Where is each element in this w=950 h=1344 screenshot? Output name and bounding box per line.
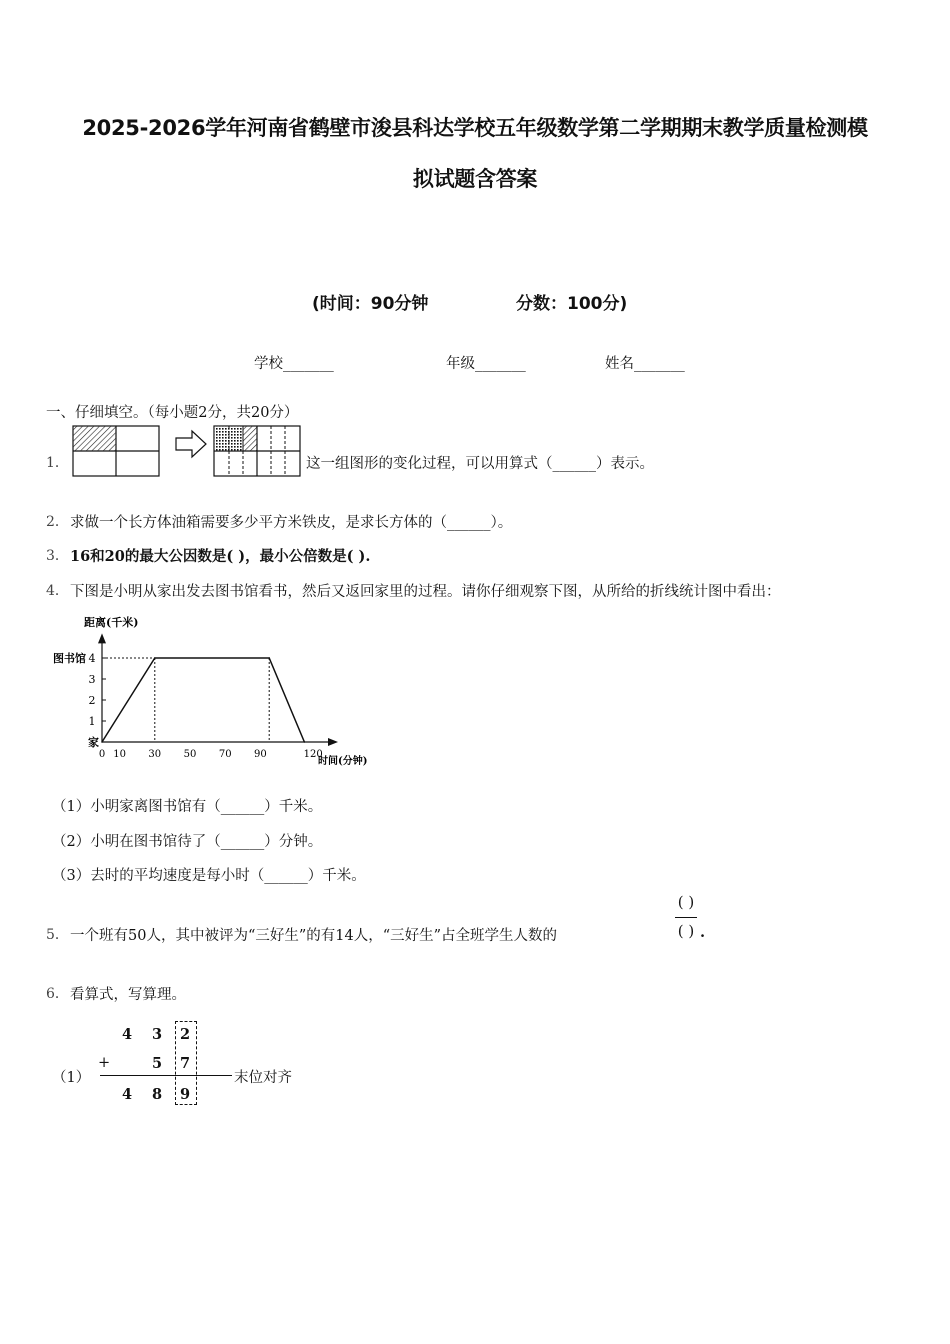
distance-data-point bbox=[304, 741, 306, 743]
alignment-note: 末位对齐 bbox=[234, 1070, 292, 1086]
sum-tens: 8 bbox=[152, 1086, 163, 1103]
addend1-tens: 3 bbox=[152, 1026, 163, 1043]
addend2-ones: 7 bbox=[180, 1055, 191, 1072]
question-1-number: 1． bbox=[46, 455, 69, 471]
distance-series-line bbox=[102, 658, 304, 742]
x-tick-label: 10 bbox=[113, 749, 126, 760]
x-tick-label: 70 bbox=[218, 749, 232, 760]
distance-data-point bbox=[101, 741, 103, 743]
question-5-text: 一个班有50人，其中被评为“三好生”的有14人，“三好生”占全班学生人数的 bbox=[70, 928, 558, 944]
question-6-text: 看算式，写算理。 bbox=[70, 987, 186, 1003]
exam-score: 分数：100分) bbox=[516, 294, 628, 314]
exam-time: (时间：90分钟 bbox=[312, 294, 429, 314]
x-axis-arrow bbox=[328, 738, 338, 746]
grade-field[interactable]: 年级_______ bbox=[446, 356, 526, 372]
y-tick-label-library: 图书馆 bbox=[53, 652, 86, 665]
sum-line bbox=[100, 1075, 232, 1076]
question-4-number: 4． bbox=[46, 583, 69, 599]
page-title: 2025-2026学年河南省鹤壁市浚县科达学校五年级数学第二学期期末教学质量检测模 bbox=[82, 116, 868, 140]
addend1-hundreds: 4 bbox=[122, 1026, 133, 1043]
distance-data-point bbox=[268, 657, 270, 659]
y-axis-arrow bbox=[98, 633, 106, 643]
question-4-sub3: （3）去时的平均速度是每小时（______）千米。 bbox=[52, 868, 366, 884]
distance-time-chart bbox=[50, 610, 380, 775]
question-6-sub1-label: （1） bbox=[52, 1070, 91, 1086]
distance-data-point bbox=[154, 657, 156, 659]
x-axis-title: 时间(分钟) bbox=[318, 756, 368, 767]
question-1-figure bbox=[72, 425, 312, 480]
x-tick-label: 90 bbox=[254, 749, 267, 760]
sum-ones: 9 bbox=[180, 1086, 191, 1103]
y-tick-label: 3 bbox=[88, 673, 96, 686]
question-5-end: . bbox=[700, 924, 706, 941]
question-2-number: 2． bbox=[46, 514, 69, 530]
fraction-numerator[interactable]: ( ) bbox=[677, 893, 695, 911]
plus-sign: + bbox=[98, 1055, 111, 1071]
y-tick-label: 2 bbox=[88, 694, 96, 707]
y-tick-label-home: 家 bbox=[88, 736, 99, 749]
addend1-ones: 2 bbox=[180, 1026, 191, 1043]
section-heading: 一、仔细填空。（每小题2分，共20分） bbox=[46, 405, 299, 421]
question-6-number: 6． bbox=[46, 986, 69, 1002]
fraction-denominator[interactable]: ( ) bbox=[677, 922, 695, 940]
question-4-text: 下图是小明从家出发去图书馆看书，然后又返回家里的过程。请你仔细观察下图，从所给的折线统计图中看出： bbox=[70, 584, 781, 600]
sum-hundreds: 4 bbox=[122, 1086, 133, 1103]
question-3-number: 3． bbox=[46, 548, 69, 564]
x-tick-label: 30 bbox=[148, 749, 162, 760]
question-1-text: 这一组图形的变化过程，可以用算式（______）表示。 bbox=[306, 456, 654, 472]
page-title-line2: 拟试题含答案 bbox=[412, 167, 538, 191]
y-tick-label: 4 bbox=[88, 652, 96, 665]
x-tick-label: 0 bbox=[98, 749, 106, 760]
x-tick-label: 120 bbox=[303, 749, 323, 760]
question-3-text: 16和20的最大公因数是( )，最小公倍数是( ). bbox=[70, 548, 371, 565]
school-field[interactable]: 学校_______ bbox=[254, 356, 334, 372]
y-tick-label: 1 bbox=[88, 715, 96, 728]
x-tick-label: 50 bbox=[183, 749, 197, 760]
question-4-sub2: （2）小明在图书馆待了（______）分钟。 bbox=[52, 834, 323, 850]
name-field[interactable]: 姓名_______ bbox=[605, 356, 685, 372]
question-5-number: 5． bbox=[46, 927, 69, 943]
ones-column-highlight bbox=[175, 1021, 197, 1105]
y-axis-title: 距离(千米) bbox=[84, 616, 139, 629]
addend2-tens: 5 bbox=[152, 1055, 163, 1072]
question-2-text: 求做一个长方体油箱需要多少平方米铁皮，是求长方体的（______）。 bbox=[70, 515, 513, 531]
fraction-bar bbox=[675, 917, 697, 918]
question-4-sub1: （1）小明家离图书馆有（______）千米。 bbox=[52, 799, 323, 815]
